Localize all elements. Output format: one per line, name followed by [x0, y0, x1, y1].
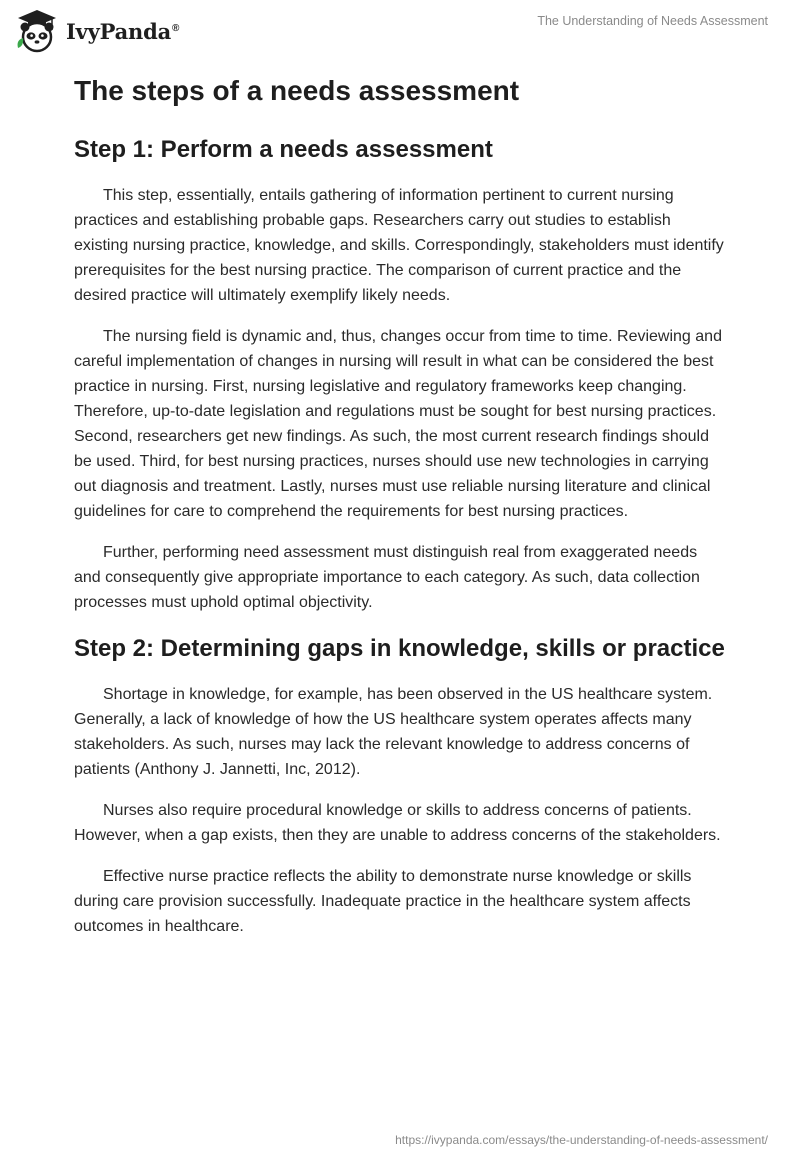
- paragraph: Shortage in knowledge, for example, has been observed in the US healthcare system. Generally, a lack of knowledge of how the US healthcare system operates affects many stakeholders. As such, nurses may lack the relevant knowledge to address concerns of patients (Anthony J. Jannetti, Inc, 2012).: [74, 686, 713, 778]
- paragraph: Nurses also require procedural knowledge or skills to address concerns of patients. However, when a gap exists, then they are unable to address concerns of the stakeholders.: [74, 802, 721, 844]
- paragraph: Effective nurse practice reflects the ability to demonstrate nurse knowledge or skills during care provision successfully. Inadequate practice in the healthcare system affects outcomes in healthcare.: [74, 868, 692, 935]
- registered-mark: ®: [172, 22, 180, 34]
- section-heading-step-1: Step 1: Perform a needs assessment: [74, 136, 493, 163]
- section-heading-step-2: Step 2: Determining gaps in knowledge, skills or practice: [74, 635, 725, 662]
- brand-name: IvyPanda®: [66, 18, 180, 44]
- panda-graduate-logo-icon: [14, 8, 60, 54]
- source-url[interactable]: https://ivypanda.com/essays/the-understanding-of-needs-assessment/: [395, 1133, 768, 1147]
- page-title: The steps of a needs assessment: [74, 75, 520, 106]
- paragraph: The nursing field is dynamic and, thus, changes occur from time to time. Reviewing and careful implementation of changes in nursing will result in what can be considered the best practice in nursing. First, nursing legislative and regulatory frameworks keep changing. Therefore, up-to-date legislation and regulations must be sought for best nursing practices. Second, researchers get new findings. As such, the most current research findings should be used. Third, for best nursing practices, nurses should use new technologies in carrying out diagnosis and treatment. Lastly, nurses must use reliable nursing literature and clinical guidelines for care to comprehend the requirements for best nursing practices.: [74, 328, 722, 520]
- brand-logo[interactable]: [14, 8, 179, 54]
- article-body: [74, 72, 726, 955]
- paragraph: This step, essentially, entails gathering of information pertinent to current nursing practices and establishing probable gaps. Researchers carry out studies to establish existing nursing practice, knowledge, and skills. Correspondingly, stakeholders must identify prerequisites for the best nursing practice. The comparison of current practice and the desired practice will ultimately exemplify likely needs.: [74, 187, 724, 304]
- document-title: The Understanding of Needs Assessment: [537, 14, 768, 28]
- page-header: [0, 0, 800, 64]
- paragraph: Further, performing need assessment must distinguish real from exaggerated needs and consequently give appropriate importance to each category. As such, data collection processes must uphold optimal objectivity.: [74, 544, 700, 611]
